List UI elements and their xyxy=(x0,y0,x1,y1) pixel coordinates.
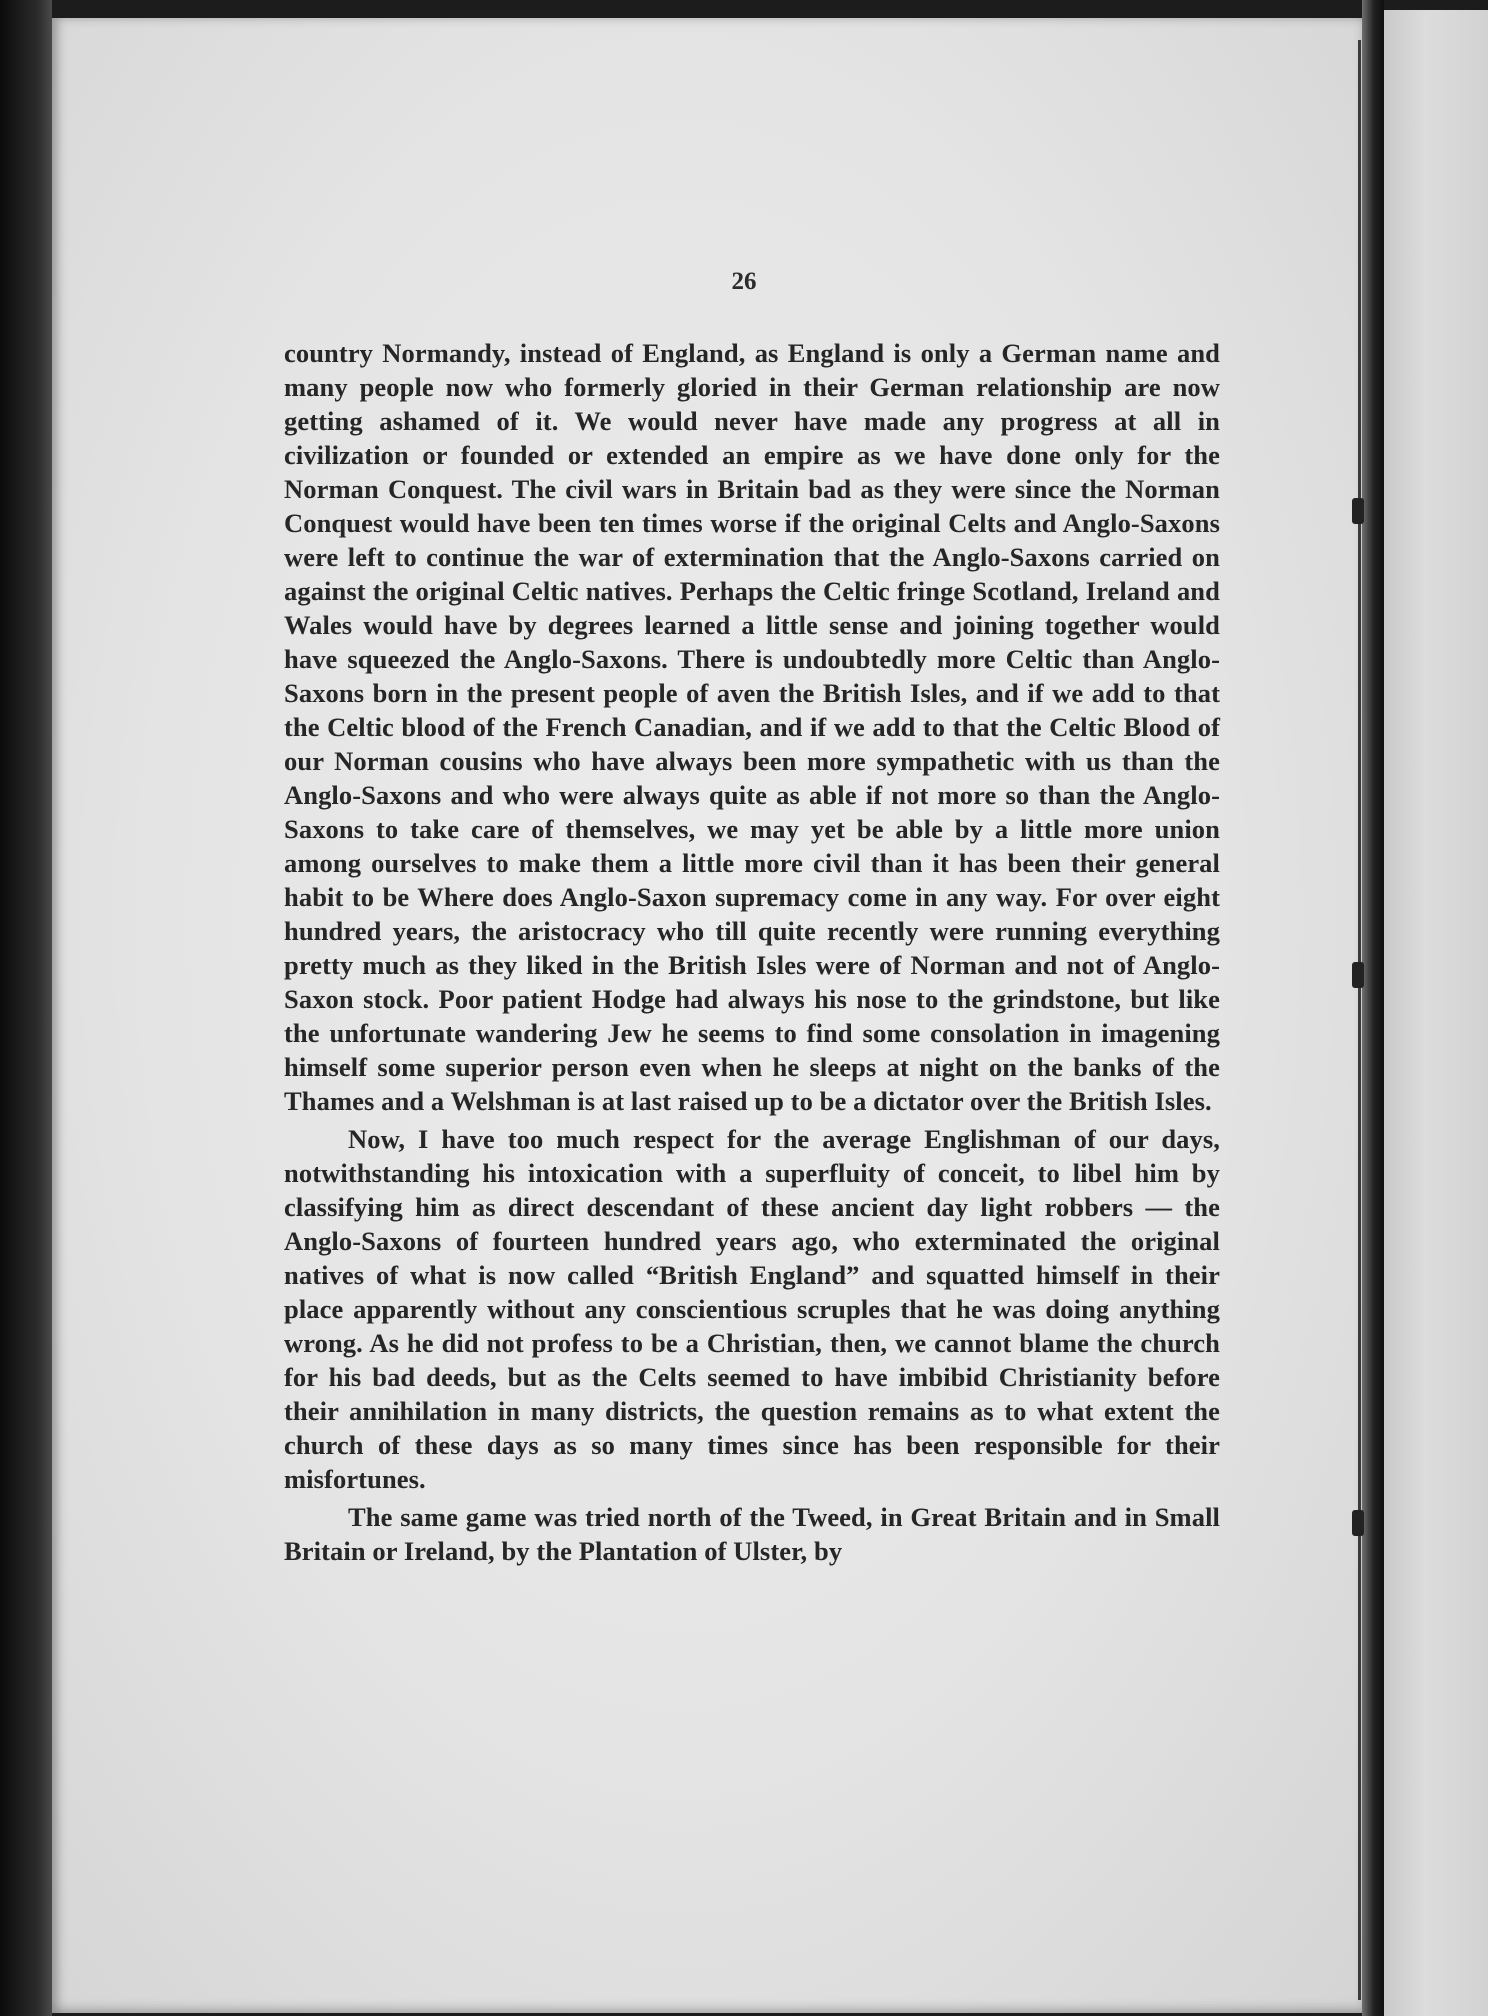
body-text xyxy=(284,336,1220,1568)
page-edge-mark xyxy=(1352,962,1364,988)
paragraph: Now, I have too much respect for the average Englishman of our days, notwithstanding his intoxication with a superfluity of conceit, to libel him by classifying him as direct descendant of these ancient day light robbers — the Anglo-Saxons of fourteen hundred years ago, who exterminated the original natives of what is now called “British England” and squatted himself in their place apparently without any conscientious scruples that he was doing anything wrong. As he did not profess to be a Christian, then, we cannot blame the church for his bad deeds, but as the Celts seemed to have imbibid Christianity before their annihilation in many districts, the question remains as to what extent the church of these days as so many times since has been responsible for their misfortunes. xyxy=(284,1124,1220,1494)
paragraph: The same game was tried north of the Tweed, in Great Britain and in Small Britain or Ireland, by the Plantation of Ulster, by xyxy=(284,1502,1220,1566)
paragraph: country Normandy, instead of England, as England is only a German name and many people now who formerly gloried in their German relationship are now getting ashamed of it. We would never have made any progress at all in civilization or founded or extended an empire as we have done only for the Norman Conquest. The civil wars in Britain bad as they were since the Norman Conquest would have been ten times worse if the original Celts and Anglo-Saxons were left to continue the war of extermination that the Anglo-Saxons carried on against the original Celtic natives. Perhaps the Celtic fringe Scotland, Ireland and Wales would have by degrees learned a little sense and joining together would have squeezed the Anglo-Saxons. There is undoubtedly more Celtic than Anglo-Saxons born in the present people of aven the British Isles, and if we add to that the Celtic blood of the French Canadian, and if we add to that the Celtic Blood of our Norman cousins who have always been more sympathetic with us than the Anglo-Saxons and who were always quite as able if not more so than the Anglo-Saxons to take care of themselves, we may yet be able by a little more union among ourselves to make them a little more civil than it has been their general habit to be Where does Anglo-Saxon supremacy come in any way. For over eight hundred years, the aristocracy who till quite recently were running everything pretty much as they liked in the British Isles were of Norman and not of Anglo-Saxon stock. Poor patient Hodge had always his nose to the grindstone, but like the unfortunate wandering Jew he seems to find some consolation in imagening himself some superior person even when he sleeps at night on the banks of the Thames and a Welshman is at last raised up to be a dictator over the British Isles. xyxy=(284,338,1220,1116)
page-edge-line xyxy=(1358,40,1361,2000)
page-number: 26 xyxy=(731,268,757,295)
page-edge-mark xyxy=(1352,1510,1364,1536)
book-gutter xyxy=(1362,0,1384,2016)
adjacent-page-edge xyxy=(1384,10,1488,2016)
page-edge-mark xyxy=(1352,498,1364,524)
scan-left-border xyxy=(0,0,52,2016)
